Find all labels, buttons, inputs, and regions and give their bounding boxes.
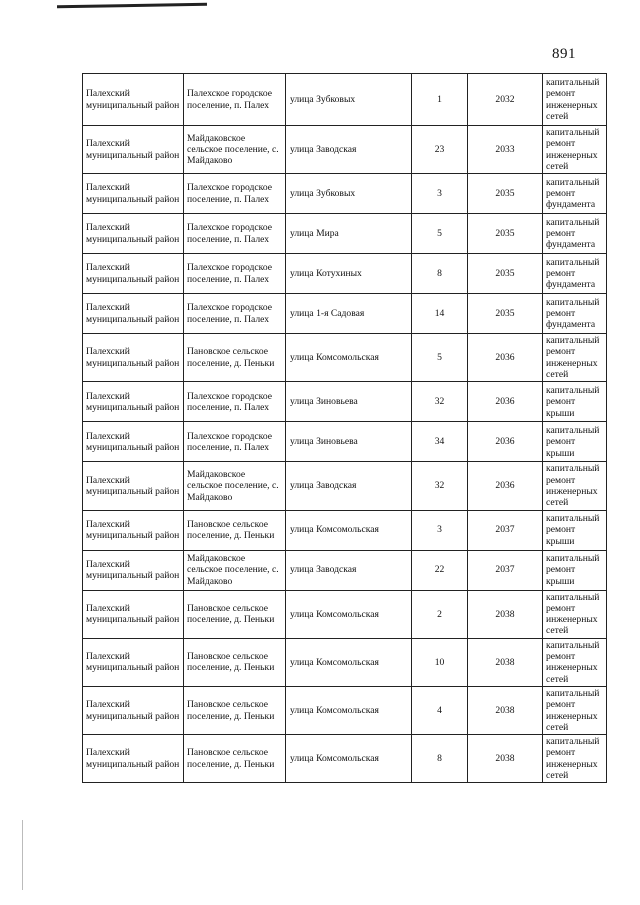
year-cell: 2035 [468,174,543,214]
scan-artifact-margin [22,820,23,890]
work-type-cell: капитальный ремонт инженерных сетей [543,74,607,126]
table-row [83,126,607,174]
street-cell: улица Заводская [286,126,412,174]
table-row [83,638,607,686]
year-cell: 2035 [468,254,543,294]
year-cell: 2035 [468,294,543,334]
year-cell: 2036 [468,334,543,382]
table-row [83,686,607,734]
settlement-cell: Палехское городское поселение, п. Палех [184,174,286,214]
work-type-cell: капитальный ремонт фундамента [543,254,607,294]
district-cell: Палехский муниципальный район [83,686,184,734]
table-row [83,550,607,590]
year-cell: 2038 [468,638,543,686]
work-type-cell: капитальный ремонт фундамента [543,214,607,254]
work-type-cell: капитальный ремонт инженерных сетей [543,334,607,382]
table-row [83,74,607,126]
scan-artifact-line [57,3,207,9]
year-cell: 2036 [468,382,543,422]
house-number-cell: 4 [412,686,468,734]
district-cell: Палехский муниципальный район [83,126,184,174]
house-number-cell: 8 [412,254,468,294]
work-type-cell: капитальный ремонт инженерных сетей [543,686,607,734]
district-cell: Палехский муниципальный район [83,174,184,214]
table-row [83,735,607,783]
year-cell: 2036 [468,462,543,510]
settlement-cell: Палехское городское поселение, п. Палех [184,422,286,462]
settlement-cell: Пановское сельское поселение, д. Пеньки [184,638,286,686]
settlement-cell: Палехское городское поселение, п. Палех [184,214,286,254]
year-cell: 2037 [468,510,543,550]
year-cell: 2038 [468,686,543,734]
house-number-cell: 23 [412,126,468,174]
district-cell: Палехский муниципальный район [83,510,184,550]
year-cell: 2035 [468,214,543,254]
settlement-cell: Палехское городское поселение, п. Палех [184,254,286,294]
street-cell: улица Зиновьева [286,382,412,422]
street-cell: улица Заводская [286,550,412,590]
work-type-cell: капитальный ремонт инженерных сетей [543,638,607,686]
settlement-cell: Пановское сельское поселение, д. Пеньки [184,510,286,550]
settlement-cell: Палехское городское поселение, п. Палех [184,294,286,334]
street-cell: улица Комсомольская [286,686,412,734]
settlement-cell: Палехское городское поселение, п. Палех [184,74,286,126]
house-number-cell: 32 [412,462,468,510]
street-cell: улица Комсомольская [286,590,412,638]
street-cell: улица Заводская [286,462,412,510]
house-number-cell: 14 [412,294,468,334]
district-cell: Палехский муниципальный район [83,294,184,334]
table-row [83,214,607,254]
work-type-cell: капитальный ремонт фундамента [543,174,607,214]
work-type-cell: капитальный ремонт крыши [543,510,607,550]
year-cell: 2033 [468,126,543,174]
settlement-cell: Палехское городское поселение, п. Палех [184,382,286,422]
year-cell: 2036 [468,422,543,462]
district-cell: Палехский муниципальный район [83,590,184,638]
work-type-cell: капитальный ремонт крыши [543,550,607,590]
work-type-cell: капитальный ремонт крыши [543,422,607,462]
table-row [83,590,607,638]
house-number-cell: 5 [412,334,468,382]
street-cell: улица Котухиных [286,254,412,294]
table-row [83,334,607,382]
table-row [83,382,607,422]
house-number-cell: 3 [412,510,468,550]
house-number-cell: 3 [412,174,468,214]
settlement-cell: Майдаковское сельское поселение, с. Майдаково [184,462,286,510]
house-number-cell: 1 [412,74,468,126]
settlement-cell: Пановское сельское поселение, д. Пеньки [184,735,286,783]
street-cell: улица Зубковых [286,174,412,214]
house-number-cell: 10 [412,638,468,686]
street-cell: улица Комсомольская [286,638,412,686]
district-cell: Палехский муниципальный район [83,462,184,510]
street-cell: улица Мира [286,214,412,254]
work-type-cell: капитальный ремонт инженерных сетей [543,590,607,638]
year-cell: 2038 [468,590,543,638]
table-row [83,294,607,334]
house-number-cell: 34 [412,422,468,462]
house-number-cell: 32 [412,382,468,422]
table-row [83,254,607,294]
street-cell: улица Комсомольская [286,735,412,783]
district-cell: Палехский муниципальный район [83,214,184,254]
work-type-cell: капитальный ремонт инженерных сетей [543,735,607,783]
table-row [83,422,607,462]
house-number-cell: 5 [412,214,468,254]
district-cell: Палехский муниципальный район [83,550,184,590]
district-cell: Палехский муниципальный район [83,422,184,462]
house-number-cell: 2 [412,590,468,638]
house-number-cell: 8 [412,735,468,783]
page-number: 891 [552,46,576,62]
street-cell: улица 1-я Садовая [286,294,412,334]
year-cell: 2038 [468,735,543,783]
work-type-cell: капитальный ремонт инженерных сетей [543,462,607,510]
district-cell: Палехский муниципальный район [83,74,184,126]
settlement-cell: Пановское сельское поселение, д. Пеньки [184,686,286,734]
settlement-cell: Пановское сельское поселение, д. Пеньки [184,334,286,382]
work-type-cell: капитальный ремонт фундамента [543,294,607,334]
district-cell: Палехский муниципальный район [83,254,184,294]
house-number-cell: 22 [412,550,468,590]
year-cell: 2037 [468,550,543,590]
street-cell: улица Зубковых [286,74,412,126]
district-cell: Палехский муниципальный район [83,638,184,686]
settlement-cell: Майдаковское сельское поселение, с. Майдаково [184,550,286,590]
table-body [83,74,607,783]
table-row [83,174,607,214]
table-row [83,462,607,510]
street-cell: улица Комсомольская [286,334,412,382]
district-cell: Палехский муниципальный район [83,382,184,422]
repair-schedule-table [82,73,607,783]
table-row [83,510,607,550]
work-type-cell: капитальный ремонт инженерных сетей [543,126,607,174]
district-cell: Палехский муниципальный район [83,334,184,382]
street-cell: улица Комсомольская [286,510,412,550]
street-cell: улица Зиновьева [286,422,412,462]
year-cell: 2032 [468,74,543,126]
settlement-cell: Майдаковское сельское поселение, с. Майдаково [184,126,286,174]
work-type-cell: капитальный ремонт крыши [543,382,607,422]
settlement-cell: Пановское сельское поселение, д. Пеньки [184,590,286,638]
district-cell: Палехский муниципальный район [83,735,184,783]
